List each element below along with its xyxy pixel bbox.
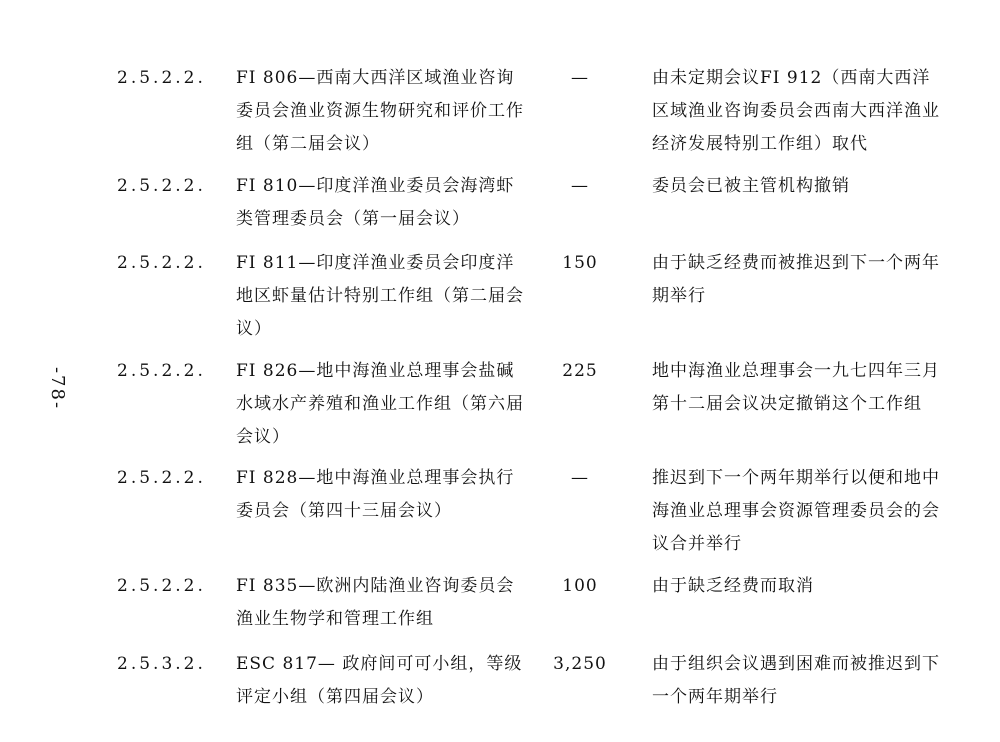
status-note: 委员会已被主管机构撤销 xyxy=(652,176,850,196)
status-note: 由于缺乏经费而取消 xyxy=(652,576,814,596)
meeting-title: FI 811—印度洋渔业委员会印度洋 地区虾量估计特别工作组（第二届会 议） xyxy=(236,253,524,339)
meeting-title: FI 828—地中海渔业总理事会执行 委员会（第四十三届会议） xyxy=(236,468,515,521)
meeting-title: FI 826—地中海渔业总理事会盐碱 水域水产养殖和渔业工作组（第六届 会议） xyxy=(236,361,524,447)
item-code: 2.5.2.2. xyxy=(117,468,206,488)
status-note: 由未定期会议FI 912（西南大西洋 区域渔业咨询委员会西南大西洋渔业 经济发展特别工作组）取代 xyxy=(652,68,940,154)
page-number: -78- xyxy=(47,366,69,411)
item-code: 2.5.2.2. xyxy=(117,176,206,196)
item-code: 2.5.2.2. xyxy=(117,361,206,381)
amount: 3,250 xyxy=(553,654,607,674)
amount: 150 xyxy=(562,253,598,273)
amount: — xyxy=(571,68,589,88)
status-note: 推迟到下一个两年期举行以便和地中 海渔业总理事会资源管理委员会的会 议合并举行 xyxy=(652,468,940,554)
meeting-title: FI 810—印度洋渔业委员会海湾虾 类管理委员会（第一届会议） xyxy=(236,176,515,229)
amount: — xyxy=(571,176,589,196)
status-note: 由于缺乏经费而被推迟到下一个两年 期举行 xyxy=(652,253,940,306)
amount: — xyxy=(571,468,589,488)
item-code: 2.5.2.2. xyxy=(117,253,206,273)
amount: 100 xyxy=(562,576,598,596)
meeting-title: ESC 817— 政府间可可小组，等级 评定小组（第四届会议） xyxy=(236,654,523,707)
item-code: 2.5.2.2. xyxy=(117,576,206,596)
meeting-title: FI 835—欧洲内陆渔业咨询委员会 渔业生物学和管理工作组 xyxy=(236,576,515,629)
amount: 225 xyxy=(562,361,598,381)
item-code: 2.5.2.2. xyxy=(117,68,206,88)
item-code: 2.5.3.2. xyxy=(117,654,206,674)
status-note: 由于组织会议遇到困难而被推迟到下 一个两年期举行 xyxy=(652,654,940,707)
meeting-title: FI 806—西南大西洋区域渔业咨询 委员会渔业资源生物研究和评价工作 组（第二届会议） xyxy=(236,68,524,154)
status-note: 地中海渔业总理事会一九七四年三月 第十二届会议决定撤销这个工作组 xyxy=(652,361,940,414)
